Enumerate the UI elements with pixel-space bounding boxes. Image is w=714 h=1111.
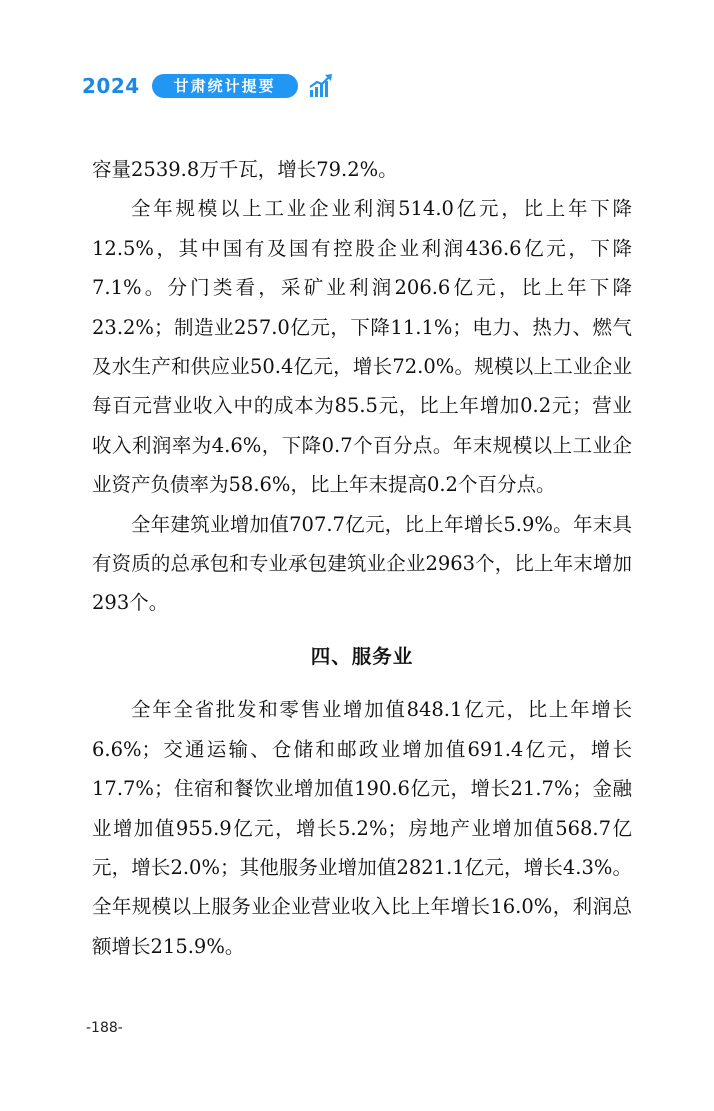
page-number: -188- [86,1020,123,1036]
header-year: 2024 [82,74,140,98]
header-title-badge: 甘肃统计提要 [152,74,298,98]
trend-chart-icon [308,73,334,99]
document-body [92,150,632,966]
paragraph-construction: 全年建筑业增加值707.7亿元，比上年增长5.9%。年末具有资质的总承包和专业承包建筑业企业2963个，比上年末增加293个。 [92,512,632,615]
paragraph-industry-profit: 全年规模以上工业企业利润514.0亿元，比上年下降12.5%，其中国有及国有控股企业利润436.6亿元，下降7.1%。分门类看，采矿业利润206.6亿元，比上年下降23.2%；制造业257.0亿元，下降11.1%；电力、热力、燃气及水生产和供应业50.4亿元，增长72.0%。规模以上工业企业每百元营业收入中的成本为85.5元，比上年增加0.2元；营业收入利润率为4.6%，下降0.7个百分点。年末规模以上工业企业资产负债率为58.6%，比上年末提高0.2个百分点。 [92,197,632,497]
paragraph-services: 全年全省批发和零售业增加值848.1亿元，比上年增长6.6%；交通运输、仓储和邮政业增加值691.4亿元，增长17.7%；住宿和餐饮业增加值190.6亿元，增长21.7%；金融业增加值955.9亿元，增长5.2%；房地产业增加值568.7亿元，增长2.0%；其他服务业增加值2821.1亿元，增长4.3%。全年规模以上服务业企业营业收入比上年增长16.0%，利润总额增长215.9%。 [92,698,632,958]
running-header [82,72,334,100]
section-title: 四、服务业 [310,644,414,668]
paragraph-continued: 容量2539.8万千瓦，增长79.2%。 [92,158,398,181]
